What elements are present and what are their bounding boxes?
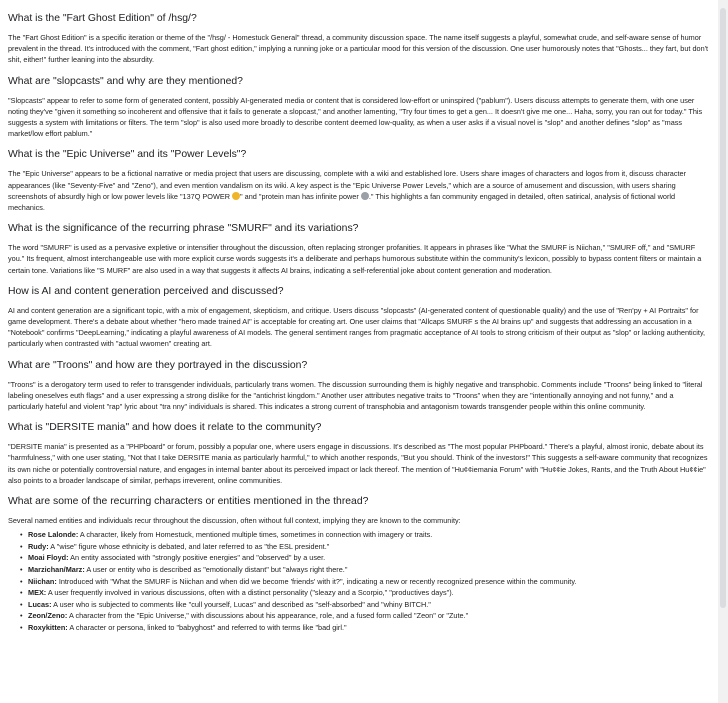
faq-section-slopcasts (8, 75, 710, 140)
item-name: Zeon/Zeno: (28, 611, 68, 621)
item-text: A character, likely from Homestuck, mentioned multiple times, sometimes in connection with imagery or traits. (78, 530, 433, 540)
item-text: A character or persona, linked to "babyghost" and referred to with terms like "bad girl." (67, 623, 347, 633)
section-heading: What is the significance of the recurring phrase "SMURF" and its variations? (8, 223, 359, 235)
body-part: The "Epic Universe" appears to be a fictional narrative or media project that users are discussing, complete with a wiki and established lore. Users share images of characters and logos from it, discuss character appearances (like "Seventy-Five" and "Zeno"), and even mention vandalism on its wiki. A key aspect is the "Epic Universe Power Levels," which are a source of amusement and discussion, with users sharing screenshots of absurdly high or low power levels like "137Q POWER (8, 169, 687, 201)
body-part: " and "protein man has infinite power (240, 191, 361, 201)
section-heading: What are "Troons" and how are they portrayed in the discussion? (8, 359, 308, 371)
list-item (28, 610, 710, 622)
list-item (28, 564, 710, 576)
list-item (28, 576, 710, 588)
section-body: "Troons" is a derogatory term used to refer to transgender individuals, particularly trans women. The discussion surrounding them is highly negative and transphobic. Comments include "Troons" being linked to "literal labeling oneselves euth flags" and a user expressing a strong dislike for the "antichrist kingdom." Another user attributes negative traits to "Troons" when they are "intentionally annoying and not funny," and a particularly hateful and violent "rap" lyric about "tra nny" individuals is shared. This indicates a strong current of transphobia and antagonism towards transgender people within this online community. (8, 379, 703, 412)
faq-section-fart-ghost (8, 12, 710, 66)
section-heading: What are "slopcasts" and why are they mentioned? (8, 75, 243, 87)
item-text: Introduced with "What the SMURF is Niichan and when did we become 'friends' with it?", indicating a new or recently recognized presence within the community. (56, 576, 577, 586)
list-item (28, 552, 710, 564)
item-text: A user who is subjected to comments like "cull yourself, Lucas" and described as "self-absorbed" and "whiny BITCH." (51, 599, 431, 609)
scrollbar[interactable] (718, 0, 728, 703)
section-heading: What are some of the recurring characters or entities mentioned in the thread? (8, 496, 369, 508)
list-item (28, 599, 710, 611)
section-body: The "Fart Ghost Edition" is a specific iteration or theme of the "/hsg/ - Homestuck General" thread, a community discussion space. The name itself suggests a playful, somewhat crude, and self-aware sense of humor prevalent in the thread. It's introduced with the comment, "Fart ghost edition," implying a running joke or a particular mood for this version of the discussion. One user humorously notes that "Ghosts... they fart, but don't shit, either!" further leaning into the absurdity. (8, 33, 709, 65)
section-heading: What is the "Fart Ghost Edition" of /hsg/? (8, 13, 197, 24)
item-name: Lucas: (28, 599, 52, 609)
faq-section-epic-universe (8, 148, 710, 213)
faq-section-ai (8, 285, 710, 350)
item-name: Rose Lalonde: (28, 530, 79, 540)
item-name: MEX: (28, 588, 47, 598)
section-heading: How is AI and content generation perceived and discussed? (8, 285, 284, 297)
section-body: "Slopcasts" appear to refer to some form of generated content, possibly AI-generated media or content that is considered low-effort or uninspired ("pablum"). Users discuss attempts to generate them, with one user noting they've "given it something so incoherent and offensive that it fails to generate a slopcast," and another lamenting, "Try four times to get a gen... It doesn't give me one... Haha, sorry, you ran out for today." This suggests a system with limitations or filters. The term "slop" is also used more broadly to describe content deemed low-quality, as when a user asks if a visual novel is "slop" and another defines "slop" as "mass market/low effort pablum." (8, 95, 703, 139)
item-text: A "wise" figure whose ethnicity is debated, and later referred to as "the ESL president." (48, 541, 330, 551)
list-item (28, 587, 710, 599)
item-name: Roxykitten: (28, 623, 68, 633)
item-text: An entity associated with "strongly positive energies" and "observed" by a user. (68, 553, 326, 563)
faq-section-characters (8, 495, 710, 634)
item-name: Niichan: (28, 576, 57, 586)
section-heading: What is the "Epic Universe" and its "Power Levels"? (8, 149, 247, 161)
scrollbar-thumb[interactable] (720, 8, 726, 608)
character-list (8, 529, 710, 633)
faq-section-troons (8, 359, 710, 413)
emoji-face-icon (232, 192, 240, 200)
section-body: The word "SMURF" is used as a pervasive expletive or intensifier throughout the discussion, often replacing stronger profanities. It appears in phrases like "What the SMURF is Niichan," "SMURF off," and "SMURF you." Its frequent, almost interchangeable use with more explicit curse words suggests it's a deliberate and perhaps humorous substitute within the community's lexicon, possibly to bypass content filters or maintain a certain tone. Variations like "S MURF" are also used in a way that suggests it affects AI brains, indicating a self-referential joke about content generation and moderation. (8, 243, 702, 275)
list-item (28, 622, 710, 634)
item-text: A user frequently involved in various discussions, often with a distinct personality ("sleazy and a Scorpio," "productives days"). (46, 588, 454, 598)
list-item (28, 541, 710, 553)
emoji-skull-icon (361, 192, 369, 200)
faq-section-dersite (8, 421, 710, 486)
section-body (8, 168, 710, 213)
faq-section-smurf (8, 222, 710, 276)
section-body: AI and content generation are a significant topic, with a mix of engagement, skepticism, and critique. Users discuss "slopcasts" (AI-generated content of questionable quality) and the use of "Ren'py + AI Portraits" for game development. There's a debate about whether "hero made trained AI" is acceptable for creating art. One user claims that "Allcaps SMURF s the AI brains up" and suggests that addressing an accusation in a "Notebook" confirms "DeepLearning," indicating a playful awareness of AI models. The general sentiment ranges from pragmatic acceptance of AI tools to strong criticism of their output as "slop" or lacking authenticity, particularly when contrasted with "actual wwomen" creating art. (8, 305, 706, 349)
item-name: Moai Floyd: (28, 553, 69, 563)
body-part: ." This highlights a fan community engaged in detailed, often satirical, analysis of fictional world mechanics. (8, 191, 676, 213)
list-item (28, 529, 710, 541)
section-heading: What is "DERSITE mania" and how does it relate to the community? (8, 422, 322, 434)
item-text: A character from the "Epic Universe," with discussions about his appearance, role, and a fused form called "Zeon" or "Zute." (67, 611, 469, 621)
section-body: "DERSITE mania" is presented as a "PHPboard" or forum, possibly a popular one, where users engage in discussions. It's described as "The most popular PHPboard." There's a playful, almost ironic, debate about its "harmfulness," with one user stating, "Not that I take DERSITE mania as particularly harmful," to which another responds, "But you should. Think of the investors!" This suggests a self-aware community that recognizes its own niche or potentially controversial nature, and engages in internal banter about its perceived impact or lack thereof. The mention of "Hu¢¢iemania Forum" with "Hu¢¢ie Jokes, Rants, and the Truth About Hu¢¢ie" also points to a broader landscape of similar, perhaps irreverent, online communities. (8, 442, 708, 485)
item-name: Rudy: (28, 541, 49, 551)
item-text: A user or entity who is described as "emotionally distant" but "always right there." (84, 565, 348, 575)
section-body: Several named entities and individuals recur throughout the discussion, often without full context, implying they are known to the community: (8, 516, 461, 526)
item-name: Marzichan/Marz: (28, 565, 85, 575)
